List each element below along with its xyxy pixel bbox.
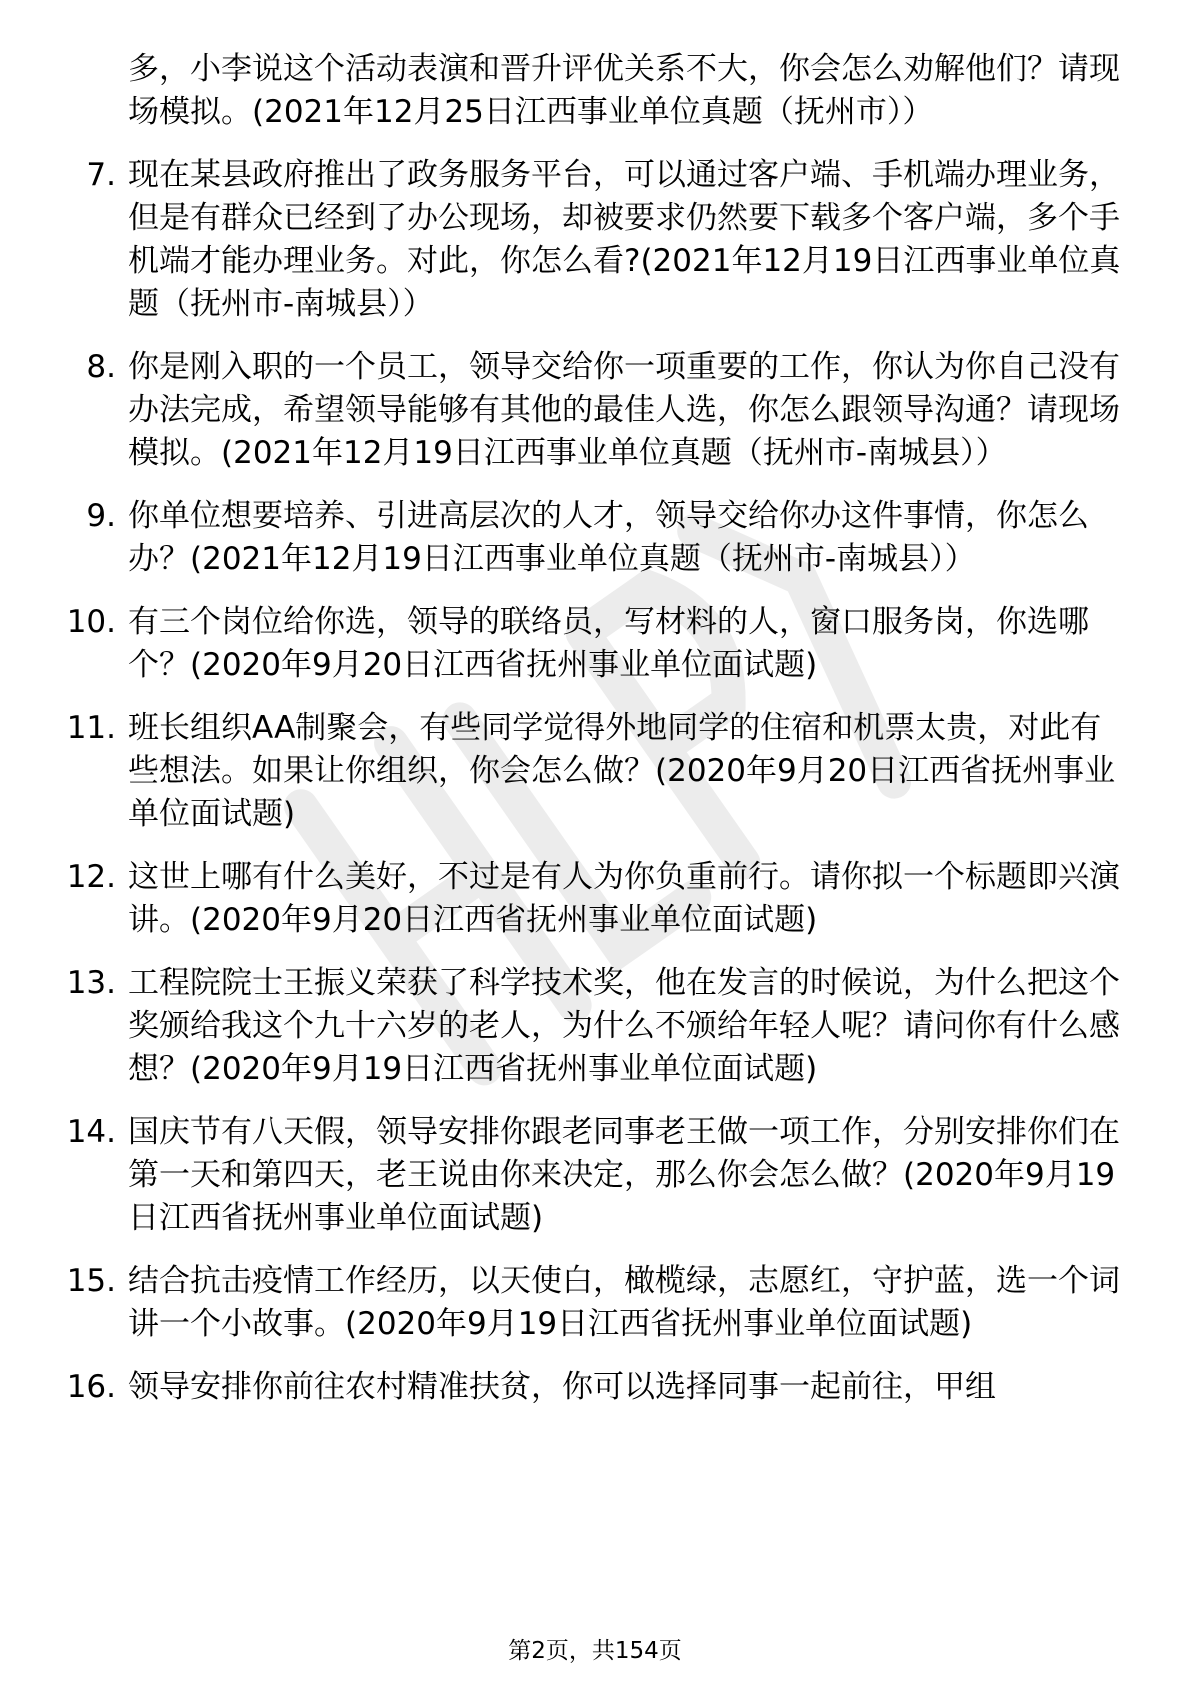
item-number: 10. (66, 604, 116, 640)
item-number: 12. (66, 859, 116, 895)
list-item (0, 1111, 1190, 1240)
list-item (0, 1366, 1190, 1409)
item-number: 15. (66, 1263, 116, 1299)
item-text: 你单位想要培养、引进高层次的人才，领导交给你办这件事情，你怎么办？(2021年12月19日江西事业单位真题（抚州市-南城县）） (128, 498, 1089, 577)
item-number: 11. (66, 710, 116, 746)
list-item (0, 154, 1190, 326)
list-item (0, 962, 1190, 1091)
question-list (0, 48, 1190, 1429)
item-number: 16. (66, 1369, 116, 1405)
item-number: 13. (66, 965, 116, 1001)
continued-text: 多，小李说这个活动表演和晋升评优关系不大，你会怎么劝解他们？请现场模拟。(2021年12月25日江西事业单位真题（抚州市）） (128, 51, 1120, 130)
item-text: 工程院院士王振义荣获了科学技术奖，他在发言的时候说，为什么把这个奖颁给我这个九十六岁的老人，为什么不颁给年轻人呢？请问你有什么感想？(2020年9月19日江西省抚州事业单位面试题) (128, 965, 1120, 1087)
list-item (0, 346, 1190, 475)
list-item (0, 856, 1190, 942)
item-text: 国庆节有八天假，领导安排你跟老同事老王做一项工作，分别安排你们在第一天和第四天，老王说由你来决定，那么你会怎么做？(2020年9月19日江西省抚州事业单位面试题) (128, 1114, 1120, 1236)
item-number: 14. (66, 1114, 116, 1150)
item-number: 9. (86, 498, 116, 534)
item-number: 7. (86, 157, 116, 193)
item-text: 领导安排你前往农村精准扶贫，你可以选择同事一起前往，甲组 (128, 1369, 996, 1405)
continued-item (0, 48, 1190, 134)
item-text: 结合抗击疫情工作经历，以天使白，橄榄绿，志愿红，守护蓝，选一个词讲一个小故事。(2020年9月19日江西省抚州事业单位面试题) (128, 1263, 1120, 1342)
item-number: 8. (86, 349, 116, 385)
item-text: 你是刚入职的一个员工，领导交给你一项重要的工作，你认为你自己没有办法完成，希望领导能够有其他的最佳人选，你怎么跟领导沟通？请现场模拟。(2021年12月19日江西事业单位真题（抚州市-南城县）） (128, 349, 1120, 471)
item-text: 现在某县政府推出了政务服务平台，可以通过客户端、手机端办理业务，但是有群众已经到了办公现场，却被要求仍然要下载多个客户端，多个手机端才能办理业务。对此，你怎么看?(2021年12月19日江西事业单位真题（抚州市-南城县）） (128, 157, 1121, 322)
item-text: 这世上哪有什么美好，不过是有人为你负重前行。请你拟一个标题即兴演讲。(2020年9月20日江西省抚州事业单位面试题) (128, 859, 1120, 938)
item-text: 班长组织AA制聚会，有些同学觉得外地同学的住宿和机票太贵，对此有些想法。如果让你组织，你会怎么做？(2020年9月20日江西省抚州事业单位面试题) (128, 710, 1116, 832)
item-text: 有三个岗位给你选，领导的联络员，写材料的人，窗口服务岗，你选哪个？(2020年9月20日江西省抚州事业单位面试题) (128, 604, 1089, 683)
list-item (0, 601, 1190, 687)
list-item (0, 1260, 1190, 1346)
list-item (0, 707, 1190, 836)
page-footer: 第2页，共154页 (508, 1638, 682, 1664)
list-item (0, 495, 1190, 581)
